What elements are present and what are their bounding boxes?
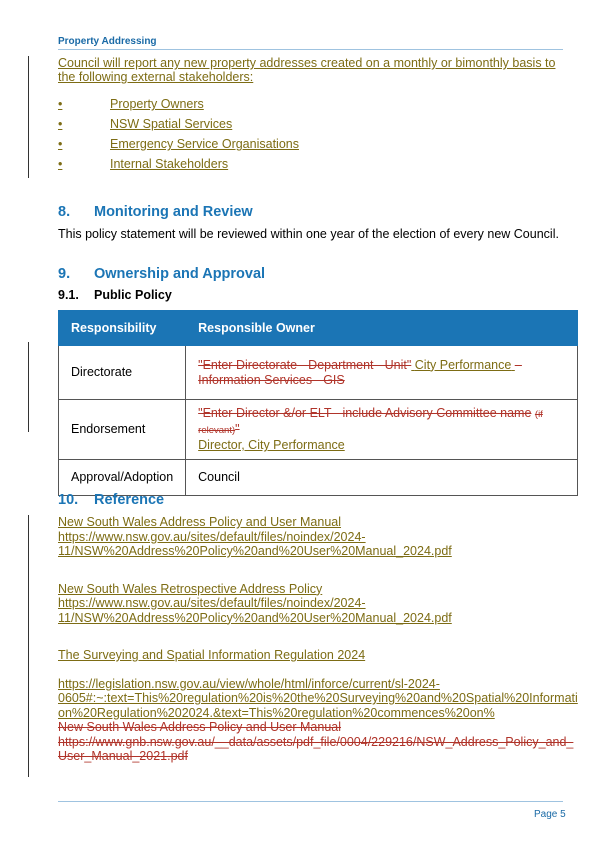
reference-item [58, 648, 568, 663]
table-row [59, 400, 578, 460]
list-item: • NSW Spatial Services [58, 117, 233, 131]
reference-link[interactable]: https://www.nsw.gov.au/sites/default/files/noindex/2024- [58, 596, 366, 610]
reference-title: The Surveying and Spatial Information Regulation 2024 [58, 648, 366, 662]
header-divider [58, 49, 563, 50]
stakeholder-list [58, 97, 299, 177]
change-bar [28, 342, 29, 432]
deleted-reference: New South Wales Address Policy and User Manual https://www.gnb.nsw.gov.au/__data/assets/pdf_file/0004/229216/NSW_Address_Policy_and_ User_Manual_2021.pdf [58, 720, 574, 763]
table-header-cell: Responsibility [59, 311, 186, 346]
reference-list [58, 515, 578, 764]
change-bar [28, 515, 29, 777]
table-cell-label: Endorsement [59, 400, 186, 460]
table-cell-value: "Enter Director &/or ELT - include Advisory Committee name (if relevant)" Director, City Performance [186, 400, 578, 460]
deleted-reference-link[interactable]: https://www.gnb.nsw.gov.au/__data/assets/pdf_file/0004/229216/NSW_Address_Policy_and_ [58, 734, 574, 749]
list-item: • Property Owners [58, 97, 204, 111]
reference-title: New South Wales Retrospective Address Policy [58, 581, 323, 596]
section-9-heading: 9. Ownership and Approval [58, 266, 266, 282]
deleted-reference-link[interactable]: User_Manual_2021.pdf [58, 749, 188, 763]
reference-link[interactable]: 11/NSW%20Address%20Policy%20and%20User%20Manual_2024.pdf [58, 544, 452, 558]
table-row [59, 346, 578, 400]
reference-item [58, 582, 568, 626]
reference-item [58, 515, 568, 559]
table-cell-label: Approval/Adoption [59, 460, 186, 496]
table-header-row [59, 311, 578, 346]
change-bar [28, 56, 29, 178]
table-row [59, 460, 578, 496]
table-cell-value: Council [186, 460, 578, 496]
regulation-link[interactable]: https://legislation.nsw.gov.au/view/whole/html/inforce/current/sl-2024- 0605#:~:text=This%20regulation%20is%20the%20Surveying%20and%20Spatial%20Informati on%20Regulation%202024.&text=This%20regulation%20commences%20on% [58, 676, 578, 720]
page-number: Page 5 [534, 809, 566, 820]
reference-title: New South Wales Address Policy and User Manual [58, 515, 342, 529]
intro-paragraph: Council will report any new property addresses created on a monthly or bimonthly basis to the following external stakeholders: [58, 56, 556, 84]
ownership-table [58, 310, 578, 496]
header-title: Property Addressing [58, 36, 157, 47]
reference-link[interactable]: https://www.nsw.gov.au/sites/default/files/noindex/2024- [58, 529, 366, 544]
table-header-cell: Responsible Owner [186, 311, 578, 346]
list-item: • Emergency Service Organisations [58, 137, 299, 151]
list-item: • Internal Stakeholders [58, 157, 229, 171]
section-10-heading: 10. Reference [58, 492, 165, 508]
reference-link[interactable]: 11/NSW%20Address%20Policy%20and%20User%20Manual_2024.pdf [58, 610, 452, 625]
footer-divider [58, 801, 563, 802]
section-8-body: This policy statement will be reviewed within one year of the election of every new Council. [58, 227, 559, 241]
section-9-1-heading: 9.1. Public Policy [58, 288, 172, 302]
section-8-heading: 8. Monitoring and Review [58, 204, 253, 220]
table-cell-value: "Enter Directorate - Department - Unit" City Performance – Information Services - GIS [186, 346, 578, 400]
table-cell-label: Directorate [59, 346, 186, 400]
